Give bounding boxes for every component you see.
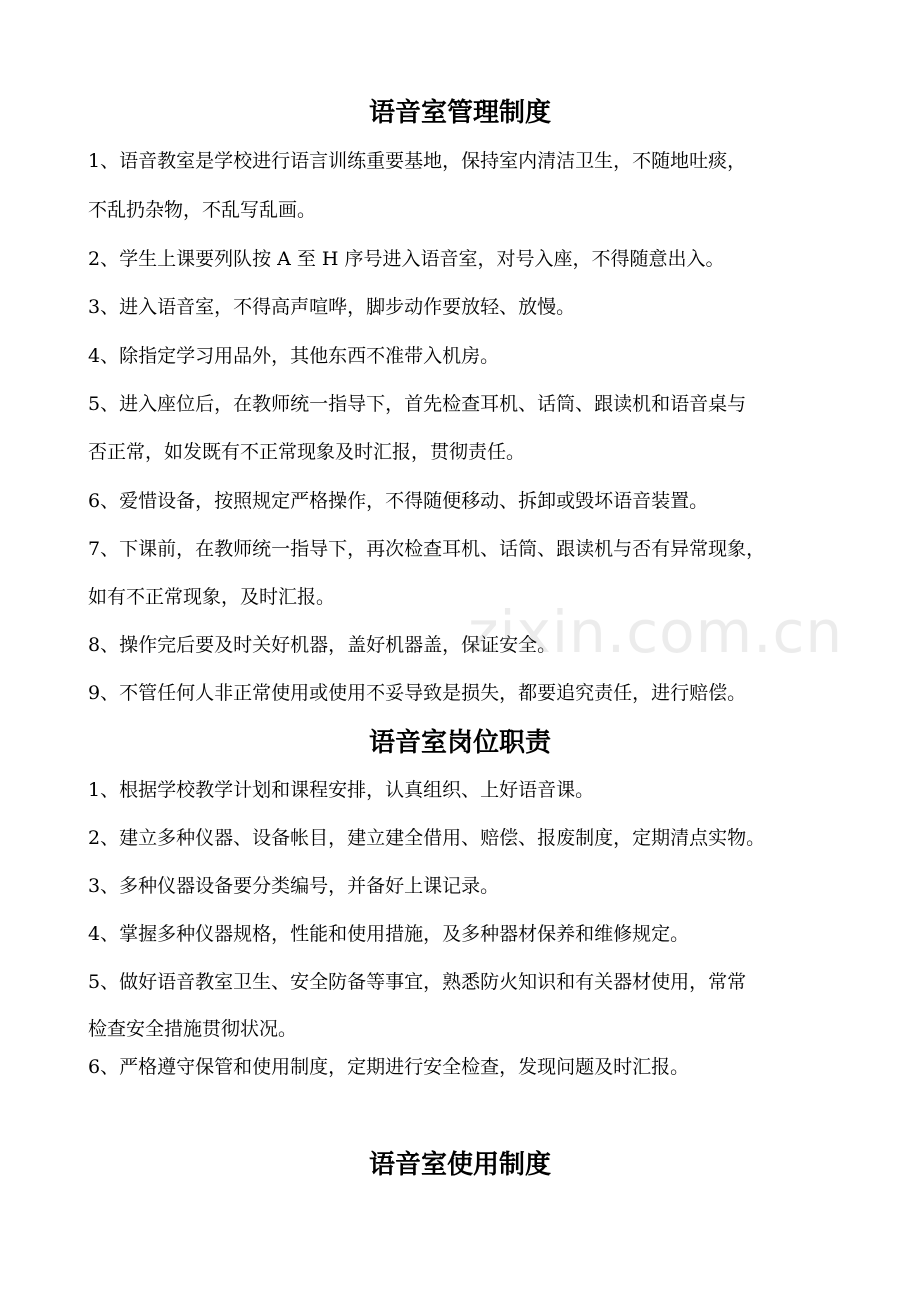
duty-line: 5、做好语音教室卫生、安全防备等事宜，熟悉防火知识和有关器材使用，常常 — [88, 971, 747, 993]
rule-line: 6、爱惜设备，按照规定严格操作，不得随便移动、拆卸或毁坏语音装置。 — [88, 490, 709, 512]
duty-line: 6、严格遵守保管和使用制度，定期进行安全检查，发现问题及时汇报。 — [88, 1056, 690, 1078]
rule-line: 9、不管任何人非正常使用或使用不妥导致是损失，都要追究责任，进行赔偿。 — [88, 682, 747, 704]
rule-line: 5、进入座位后，在教师统一指导下，首先检查耳机、话筒、跟读机和语音桌与 — [88, 393, 747, 415]
rule-line: 3、进入语音室，不得高声喧哗，脚步动作要放轻、放慢。 — [88, 296, 576, 318]
rule-line: 不乱扔杂物，不乱写乱画。 — [88, 199, 317, 221]
duty-line: 1、根据学校教学计划和课程安排，认真组织、上好语音课。 — [88, 779, 595, 801]
rule-line: 4、除指定学习用品外，其他东西不准带入机房。 — [88, 345, 500, 367]
rule-line: 8、操作完后要及时关好机器，盖好机器盖，保证安全。 — [88, 634, 557, 656]
duty-line: 检查安全措施贯彻状况。 — [88, 1018, 298, 1040]
duty-line: 4、掌握多种仪器规格，性能和使用措施，及多种器材保养和维修规定。 — [88, 923, 690, 945]
section-title-management-rules: 语音室管理制度 — [368, 98, 551, 128]
watermark: zixin.com.cn — [468, 598, 844, 666]
duty-line: 3、多种仪器设备要分类编号，并备好上课记录。 — [88, 875, 500, 897]
section-title-usage-rules: 语音室使用制度 — [368, 1150, 551, 1180]
duty-line: 2、建立多种仪器、设备帐目，建立建全借用、赔偿、报废制度，定期清点实物。 — [88, 827, 766, 849]
rule-line: 如有不正常现象，及时汇报。 — [88, 586, 336, 608]
rule-line: 2、学生上课要列队按 A 至 H 序号进入语音室，对号入座，不得随意出入。 — [88, 248, 725, 270]
rule-line: 否正常，如发既有不正常现象及时汇报，贯彻责任。 — [88, 441, 526, 463]
rule-line: 7、下课前，在教师统一指导下，再次检查耳机、话筒、跟读机与否有异常现象， — [88, 538, 766, 560]
rule-line: 1、语音教室是学校进行语言训练重要基地，保持室内清洁卫生，不随地吐痰， — [88, 150, 747, 172]
section-title-job-duties: 语音室岗位职责 — [368, 728, 551, 758]
